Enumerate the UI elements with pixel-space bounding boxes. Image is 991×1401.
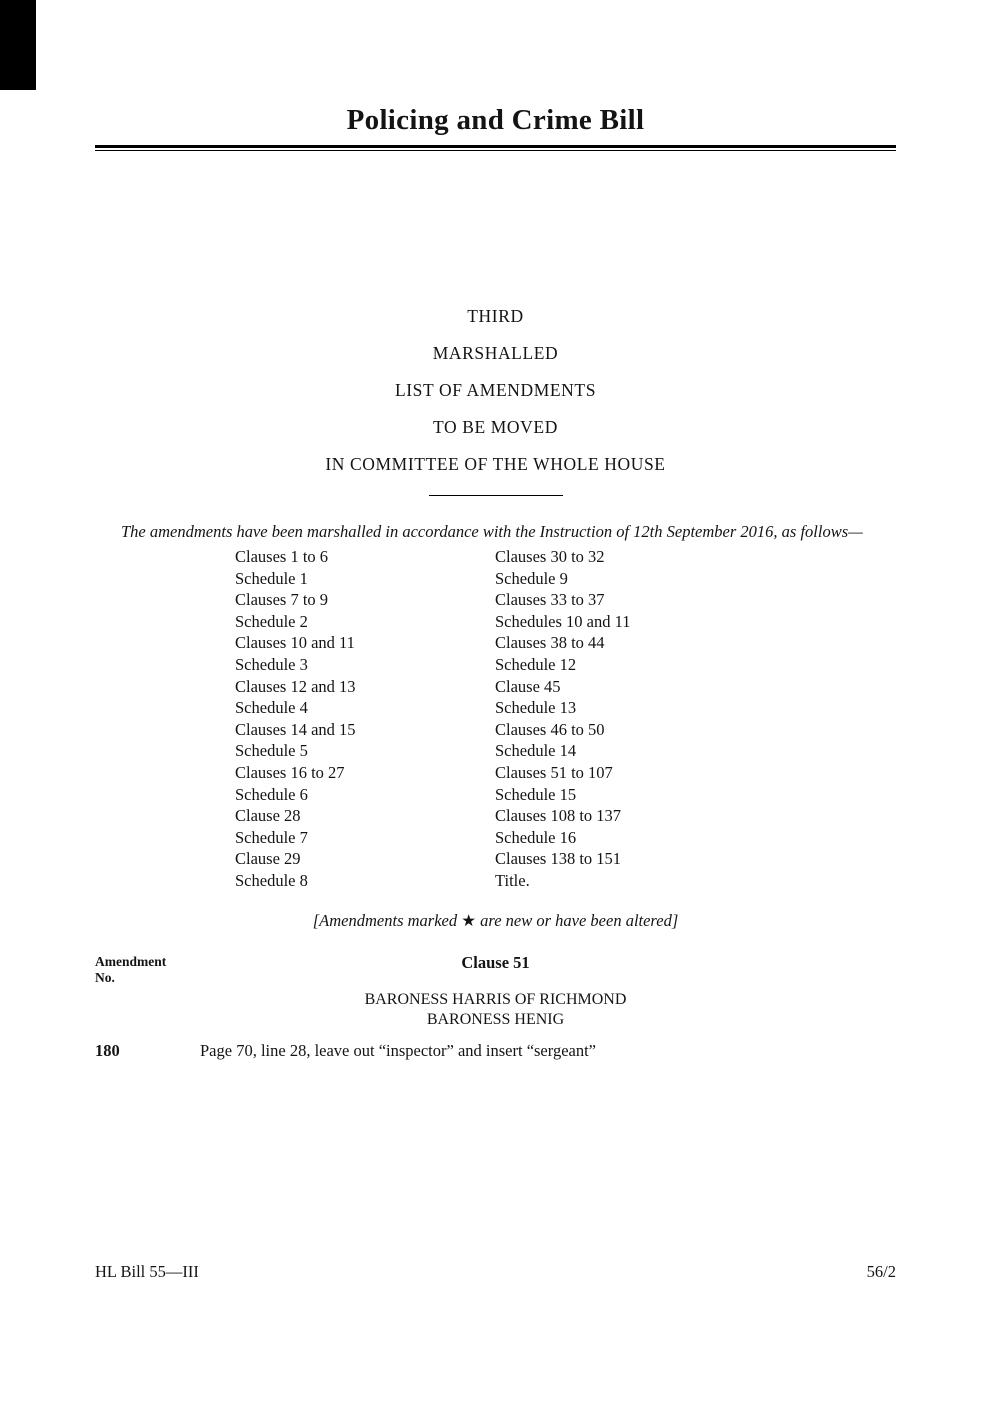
marshalling-item: Clauses 33 to 37 bbox=[495, 590, 605, 610]
marshalling-item: Clauses 46 to 50 bbox=[495, 719, 605, 739]
star-note-suffix: are new or have been altered] bbox=[476, 910, 679, 930]
marshalled-list-heading bbox=[95, 307, 896, 473]
marshalling-item: Schedule 7 bbox=[235, 827, 308, 847]
marshalling-item: Clauses 108 to 137 bbox=[495, 806, 622, 826]
marshalling-item: Schedule 5 bbox=[235, 741, 308, 761]
marshalling-item: Schedule 9 bbox=[495, 568, 568, 588]
marshalling-item: Schedule 12 bbox=[495, 654, 577, 674]
page-footer bbox=[95, 1262, 896, 1282]
marshalling-columns bbox=[95, 546, 896, 892]
amendment-no-label-line1: Amendment bbox=[95, 953, 167, 969]
heading-line: MARSHALLED bbox=[432, 343, 559, 363]
marshalling-item: Clauses 7 to 9 bbox=[235, 590, 329, 610]
amendment-row bbox=[95, 1041, 896, 1061]
sponsor-names bbox=[95, 990, 896, 1030]
title-rule-thick bbox=[95, 145, 896, 148]
amendment-header bbox=[95, 952, 896, 985]
marshalling-item: Clauses 12 and 13 bbox=[235, 676, 356, 696]
amendment-no-label-line2: No. bbox=[95, 969, 115, 985]
marshalling-item: Clauses 1 to 6 bbox=[235, 547, 329, 566]
marshalling-item: Schedule 8 bbox=[235, 870, 308, 890]
marshalling-item: Schedule 4 bbox=[235, 698, 308, 718]
marshalling-item: Schedule 14 bbox=[495, 741, 577, 761]
title-rules bbox=[95, 145, 896, 151]
marshalling-item: Schedule 1 bbox=[235, 568, 308, 588]
clause-heading: Clause 51 bbox=[461, 952, 530, 972]
marshalling-item: Clauses 30 to 32 bbox=[495, 547, 605, 566]
title-rule-thin bbox=[95, 150, 896, 151]
marshalling-item: Clauses 38 to 44 bbox=[495, 633, 605, 653]
marshalling-item: Clause 45 bbox=[495, 676, 561, 696]
footer-page-code: 56/2 bbox=[866, 1262, 896, 1281]
marshalling-item: Clause 29 bbox=[235, 849, 301, 869]
amendment-number: 180 bbox=[95, 1040, 120, 1060]
sponsor-name: BARONESS HENIG bbox=[426, 1010, 565, 1028]
marshalling-item: Clauses 16 to 27 bbox=[235, 762, 345, 782]
marshalling-item: Schedule 13 bbox=[495, 698, 577, 718]
heading-line: IN COMMITTEE OF THE WHOLE HOUSE bbox=[325, 454, 666, 474]
marshalling-item: Schedule 3 bbox=[235, 654, 308, 674]
bill-title: Policing and Crime Bill bbox=[346, 104, 645, 136]
amendment-no-label bbox=[95, 954, 166, 986]
intro-paragraph: The amendments have been marshalled in accordance with the Instruction of 12th September 2016, as follows— bbox=[121, 522, 863, 541]
sponsor-name: BARONESS HARRIS OF RICHMOND bbox=[364, 990, 627, 1008]
star-note bbox=[95, 911, 896, 931]
heading-line: TO BE MOVED bbox=[433, 417, 558, 437]
star-icon: ★ bbox=[461, 910, 477, 930]
star-note-prefix: [Amendments marked bbox=[312, 910, 462, 930]
heading-line: THIRD bbox=[467, 306, 524, 326]
heading-line: LIST OF AMENDMENTS bbox=[394, 380, 597, 400]
marshalling-item: Schedule 2 bbox=[235, 611, 308, 631]
marshalling-item: Title. bbox=[495, 870, 530, 890]
marshalling-item: Clauses 10 and 11 bbox=[235, 633, 355, 653]
marshalling-column-right bbox=[495, 546, 896, 892]
footer-bill-reference: HL Bill 55—III bbox=[95, 1262, 199, 1281]
marshalling-item: Clauses 14 and 15 bbox=[235, 719, 356, 739]
marshalling-column-left bbox=[235, 546, 495, 892]
marshalling-item: Schedules 10 and 11 bbox=[495, 611, 631, 631]
scan-artifact-mark bbox=[0, 0, 36, 90]
marshalling-item: Clauses 138 to 151 bbox=[495, 849, 622, 869]
marshalling-item: Schedule 6 bbox=[235, 784, 308, 804]
marshalling-item: Schedule 16 bbox=[495, 827, 577, 847]
marshalling-item: Clause 28 bbox=[235, 806, 301, 826]
marshalling-item: Schedule 15 bbox=[495, 784, 577, 804]
section-divider-rule bbox=[429, 495, 563, 496]
amendment-text: Page 70, line 28, leave out “inspector” and insert “sergeant” bbox=[200, 1040, 597, 1060]
marshalling-item: Clauses 51 to 107 bbox=[495, 762, 613, 782]
